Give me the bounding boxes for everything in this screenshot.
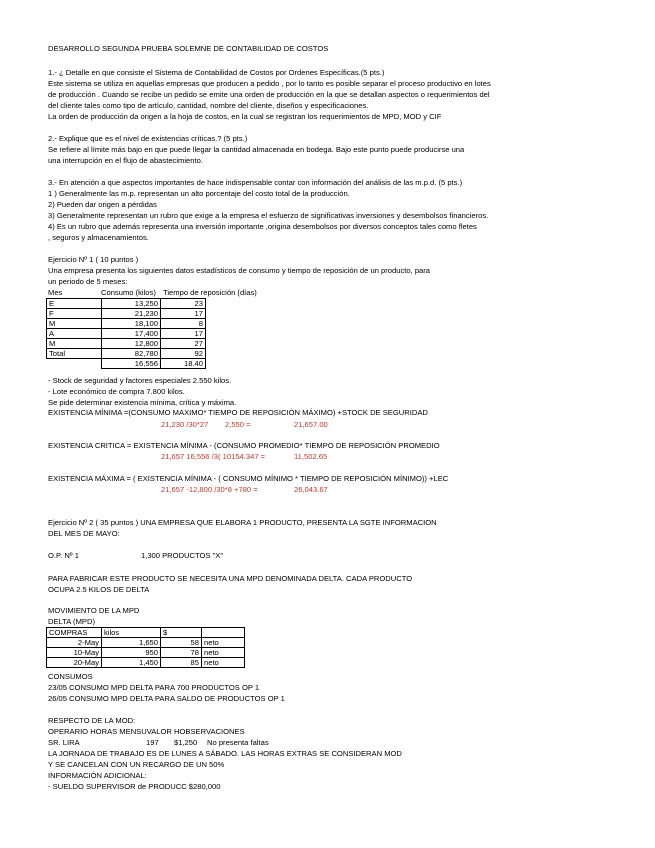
mpd-info-line: OCUPA 2.5 KILOS DE DELTA <box>48 585 150 594</box>
op-value: 1,300 PRODUCTOS "X" <box>141 551 224 560</box>
q3-answer-line: 1 ) Generalmente las m.p. representan un alto porcentaje del costo total de la producción. <box>48 189 350 198</box>
purchase-note-cell: neto <box>202 658 245 668</box>
ex1-note: - Stock de seguridad y factores especiales 2.550 kilos. <box>48 376 232 385</box>
max-stock-result: 26,043.67 <box>294 485 328 494</box>
ex1-note: - Lote económico de compra 7.800 kilos. <box>48 387 185 396</box>
q3-question: 3.- En atención a que aspectos importantes de hace indispensable contar con información del análisis de las m.p.d. (5 pts.) <box>48 178 463 187</box>
ex1-note: Se pide determinar existencia mínima, crítica y máxima. <box>48 398 237 407</box>
q3-answer-line: 4) Es un rubro que además representa una inversión importante ,origina desembolsos por diversos conceptos tales como fletes <box>48 222 477 231</box>
table-row <box>47 349 206 359</box>
ex1-col-mes: Mes <box>48 288 63 297</box>
consumption-cell: 21,230 <box>102 309 161 319</box>
consumption-cell: 16,556 <box>102 359 161 369</box>
q1-answer-line: La orden de producción da origen a la hoja de costos, en la cual se registran los requerimientos de MPD, MOD y CIF <box>48 112 442 121</box>
lead-time-cell: 23 <box>161 299 206 309</box>
mpd-info-line: PARA FABRICAR ESTE PRODUCTO SE NECESITA UNA MPD DENOMINADA DELTA. CADA PRODUCTO <box>48 574 413 583</box>
purchase-kilos-cell: 950 <box>102 648 161 658</box>
mod-header: OPERARIO HORAS MENSUVALOR HOBSERVACIONES <box>48 727 245 736</box>
month-cell <box>47 359 102 369</box>
table-row <box>47 658 245 668</box>
consumption-cell: 12,800 <box>102 339 161 349</box>
purchase-note-cell: neto <box>202 648 245 658</box>
mpd-movement-title: MOVIMIENTO DE LA MPD <box>48 606 140 615</box>
ex2-title: Ejercicio Nº 2 ( 35 puntos ) UNA EMPRESA QUE ELABORA 1 PRODUCTO, PRESENTA LA SGTE INFORMACION <box>48 518 437 527</box>
lead-time-cell: 17 <box>161 329 206 339</box>
delta-label: DELTA (MPD) <box>48 617 95 626</box>
max-stock-formula: EXISTENCIA MÁXIMA = ( EXISTENCIA MÍNIMA - ( CONSUMO MÍNIMO * TIEMPO DE REPOSICIÓN MÍNIMO)) +LEC <box>48 474 449 483</box>
lead-time-cell: 92 <box>161 349 206 359</box>
table-header: COMPRAS <box>47 628 102 638</box>
min-stock-result: 21,657.00 <box>294 420 328 429</box>
mod-observations: No presenta faltas <box>207 738 269 747</box>
purchase-date-cell: 10-May <box>47 648 102 658</box>
min-stock-calc: 21,230 /30*27 <box>161 420 209 429</box>
purchase-price-cell: 78 <box>161 648 202 658</box>
table-header <box>202 628 245 638</box>
mod-hour-value: $1,250 <box>174 738 198 747</box>
table-row <box>47 319 206 329</box>
ex2-title: DEL MES DE MAYO: <box>48 529 120 538</box>
lead-time-cell: 8 <box>161 319 206 329</box>
op-label: O.P. Nº 1 <box>48 551 79 560</box>
q1-question: 1.- ¿ Detalle en que consiste el Sistema de Contabilidad de Costos por Ordenes Específicas.(5 pts.) <box>48 68 385 77</box>
purchase-note-cell: neto <box>202 638 245 648</box>
critical-stock-calc: 21,657 16,556 /3( 10154.347 = <box>161 452 266 461</box>
purchase-kilos-cell: 1,650 <box>102 638 161 648</box>
purchase-date-cell: 20-May <box>47 658 102 668</box>
table-row <box>47 638 245 648</box>
q1-answer-line: del cliente tales como tipo de artículo, cantidad, nombre del cliente, diseños y especificaciones. <box>48 101 369 110</box>
mod-hours: 197 <box>146 738 159 747</box>
lead-time-cell: 18.40 <box>161 359 206 369</box>
consumption-cell: 17,400 <box>102 329 161 339</box>
critical-stock-formula: EXISTENCIA CRITICA = EXISTENCIA MÍNIMA - (CONSUMO PROMEDIO* TIEMPO DE REPOSICIÓN PROMEDIO <box>48 441 440 450</box>
info-line: - SUELDO SUPERVISOR de PRODUCC $280,000 <box>48 782 221 791</box>
jornada-line: LA JORNADA DE TRABAJO ES DE LUNES A SÁBADO. LAS HORAS EXTRAS SE CONSIDERAN MOD <box>48 749 402 758</box>
ex1-col-tiempo: Tiempo de reposición (días) <box>163 288 257 297</box>
table-row <box>47 359 206 369</box>
q1-answer-line: Este sistema se utiliza en aquellas empresas que producen a pedido , por lo tanto es posible separar el proceso productivo en lotes <box>48 79 491 88</box>
consumption-cell: 18,100 <box>102 319 161 329</box>
mod-operator: SR. LIRA <box>48 738 80 747</box>
q1-answer-line: de producción . Cuando se recibe un pedido se emite una orden de producción en la que se detallan aspectos o requerimientos del <box>48 90 490 99</box>
consumos-title: CONSUMOS <box>48 672 93 681</box>
month-cell: F <box>47 309 102 319</box>
ex1-intro-line: Una empresa presenta los siguientes datos estadísticos de consumo y tiempo de reposición de un producto, para <box>48 266 431 275</box>
table-header: kilos <box>102 628 161 638</box>
critical-stock-result: 11,502.65 <box>294 452 328 461</box>
q2-question: 2.- Explique que es el nivel de existencias críticas.? (5 pts.) <box>48 134 248 143</box>
table-row <box>47 339 206 349</box>
ex1-intro-line: un periodo de 5 meses: <box>48 277 128 286</box>
table-row <box>47 299 206 309</box>
month-cell: M <box>47 339 102 349</box>
purchase-price-cell: 85 <box>161 658 202 668</box>
ex1-consumption-table <box>46 298 206 369</box>
month-cell: A <box>47 329 102 339</box>
max-stock-calc: 21,657 -12,800 /30*8 +780 = <box>161 485 258 494</box>
lead-time-cell: 27 <box>161 339 206 349</box>
month-cell: Total <box>47 349 102 359</box>
purchase-price-cell: 58 <box>161 638 202 648</box>
purchase-date-cell: 2-May <box>47 638 102 648</box>
info-title: INFORMACIÓN ADICIONAL: <box>48 771 147 780</box>
consumption-cell: 13,250 <box>102 299 161 309</box>
q3-answer-line: 3) Generalmente representan un rubro que exige a la empresa el esfuerzo de significativas inversiones y desembolsos financieros. <box>48 211 489 220</box>
mod-title: RESPECTO DE LA MOD: <box>48 716 136 725</box>
ex1-title: Ejercicio Nº 1 ( 10 puntos ) <box>48 255 139 264</box>
table-row <box>47 628 245 638</box>
min-stock-formula: EXISTENCIA MÍNIMA =(CONSUMO MAXIMO* TIEMPO DE REPOSICIÓN MÁXIMO) +STOCK DE SEGURIDAD <box>48 408 428 417</box>
month-cell: E <box>47 299 102 309</box>
table-row <box>47 329 206 339</box>
consumo-line: 26/05 CONSUMO MPD DELTA PARA SALDO DE PRODUCTOS OP 1 <box>48 694 285 703</box>
purchases-table <box>46 627 245 668</box>
lead-time-cell: 17 <box>161 309 206 319</box>
consumption-cell: 82,780 <box>102 349 161 359</box>
table-row <box>47 309 206 319</box>
document-title: DESARROLLO SEGUNDA PRUEBA SOLEMNE DE CONTABILIDAD DE COSTOS <box>48 44 329 53</box>
min-stock-calc: 2,550 = <box>225 420 251 429</box>
q3-answer-line: 2) Pueden dar origen a pérdidas <box>48 200 157 209</box>
q2-answer-line: Se refiere al límite más bajo en que puede llegar la cantidad almacenada en bodega. Bajo este punto puede producirse una <box>48 145 465 154</box>
purchase-kilos-cell: 1,450 <box>102 658 161 668</box>
q2-answer-line: una interrupción en el flujo de abastecimiento. <box>48 156 203 165</box>
consumo-line: 23/05 CONSUMO MPD DELTA PARA 700 PRODUCTOS OP 1 <box>48 683 260 692</box>
month-cell: M <box>47 319 102 329</box>
ex1-col-consumo: Consumo (kilos) <box>101 288 156 297</box>
q3-answer-line: , seguros y almacenamientos. <box>48 233 149 242</box>
jornada-line: Y SE CANCELAN CON UN RECARGO DE UN 50% <box>48 760 225 769</box>
table-row <box>47 648 245 658</box>
table-header: $ <box>161 628 202 638</box>
